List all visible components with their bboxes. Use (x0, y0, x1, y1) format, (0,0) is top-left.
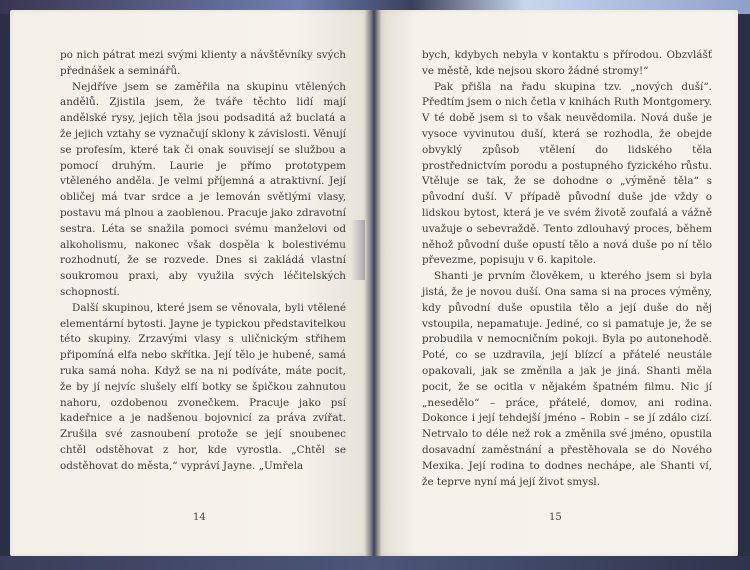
paragraph: Nejdříve jsem se zaměřila na skupinu vtělených andělů. Zjistila jsem, že tváře těchto lidí mají andělské rysy, jejich těla jsou podsaditá až buclatá a že jejich vztahy se vyznačují sklony k závislosti. Věnují se profesím, které tak či onak souvisejí se službou a pomocí druhým. Laurie je přímo prototypem vtěleného anděla. Je velmi příjemná a atraktivní. Její obličej má tvar srdce a je lemován světlými vlasy, postavu má plnou a zaoblenou. Pracuje jako zdravotní sestra. Léta se snažila pomoci svému manželovi od alkoholismu, nakonec však dospěla k bolestivému rozhodnutí, že se rozvede. Dnes si zakládá vlastní soukromou praxi, aby využila svých léčitelských schopností. (60, 80, 346, 298)
background-bottom (0, 556, 750, 570)
page-number: 14 (193, 512, 206, 523)
left-page (10, 10, 365, 556)
left-page-text (60, 48, 346, 475)
paragraph: Pak přišla na řadu skupina tzv. „nových duší“. Předtím jsem o nich četla v knihách Ruth Montgomery. V té době jsem si to však neuvědomila. Nová duše je vysoce vyvinutou duší, která se rozhodla, že obejde obvyklý způsob vtělení do lidského těla prostřednictvím porodu a postupného fyzického růstu. Vtěluje se tak, že se dohodne o „výměně těla“ s původní duší. V případě původní duše jde vždy o lidskou bytost, která je ve svém životě zoufalá a vážně uvažuje o sebevraždě. Tento zdlouhavý proces, během něhož původní duše opustí tělo a nová duše po ní tělo převezme, popisuju v 6. kapitole. (422, 80, 712, 267)
right-page (381, 10, 738, 556)
paragraph: Další skupinou, které jsem se věnovala, byli vtělené elementární bytosti. Jayne je typickou představitelkou této skupiny. Zrzavými vlasy s uličnickým střihem připomíná elfa nebo skřítka. Její tělo je hubené, samá ruka samá noha. Když se na ni podíváte, máte pocit, že by jí nejvíc slušely elfí botky se špičkou zahnutou nahoru, ozdobenou zvonečkem. Pracuje jako psí kadeřnice a je nadšenou bojovnicí za práva zvířat. Zrušila své zasnoubení protože se její snoubenec chtěl odstěhovat z hor, kde vyrostla. „Chtěl se odstěhovat do města,“ vypráví Jayne. „Umřela (60, 301, 346, 472)
paragraph: bych, kdybych nebyla v kontaktu s přírodou. Obzvlášť ve městě, kde nejsou skoro žádné stromy!“ (422, 49, 712, 77)
page-number: 15 (549, 512, 562, 523)
right-page-text (422, 48, 712, 490)
paragraph: Shanti je prvním člověkem, u kterého jsem si byla jistá, že je novou duší. Ona sama si na proces výměny, kdy původní duše opustila tělo a její duše do něj vstoupila, nepamatuje. Jediné, co si pamatuje je, že se probudila v nemocničním pokoji. Byla po autonehodě. Poté, co se uzdravila, její blízcí a přátelé neustále opakovali, jak se změnila a jak je jiná. Shanti měla pocit, že se ocitla v nějakém špatném filmu. Nic jí „nesedělo“ – práce, přátelé, domov, ani rodina. Dokonce i její tehdejší jméno – Robin – se jí zdálo cizí. Netrvalo to déle než rok a změnila své jméno, opustila dosavadní zaměstnání a přestěhovala se do Nového Mexika. Její rodina to dodnes nechápe, ale Shanti ví, že teprve nyní má její život smysl. (422, 270, 712, 488)
paragraph: po nich pátrat mezi svými klienty a návštěvníky svých přednášek a seminářů. (60, 49, 346, 77)
page-edge-shadow (351, 220, 365, 280)
book-gutter (365, 10, 381, 556)
